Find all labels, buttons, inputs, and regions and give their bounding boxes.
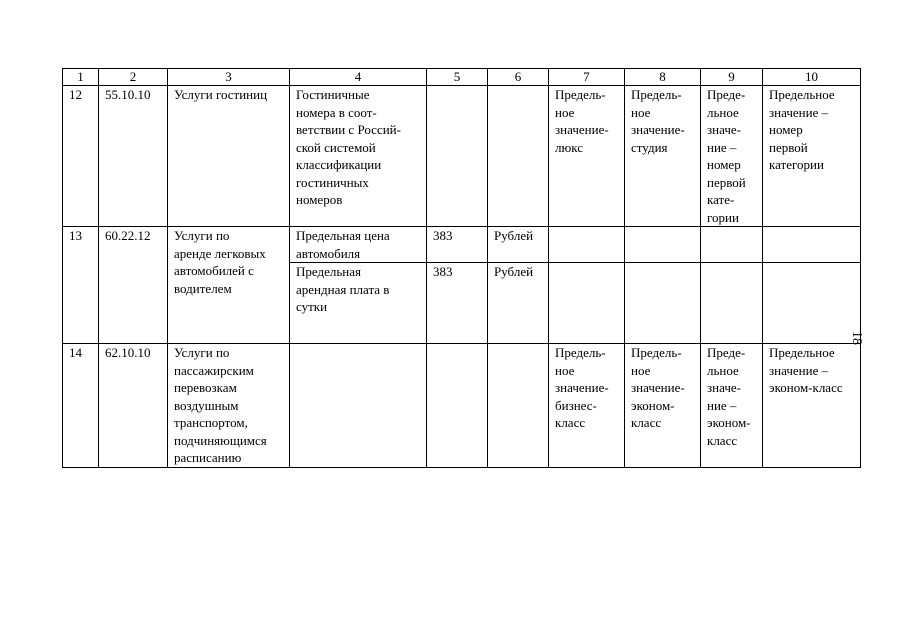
header-row <box>63 69 861 86</box>
header-cell: 5 <box>427 69 488 86</box>
characteristic: Предельная арендная плата в сутки <box>290 263 427 344</box>
service-name: Услуги по пассажирским перевозкам воздушным транспортом, подчиняющимся расписанию <box>168 344 290 468</box>
header-cell: 9 <box>701 69 763 86</box>
unit-cell: Рублей <box>488 227 549 263</box>
service-name: Услуги по аренде легковых автомобилей с водителем <box>168 227 290 344</box>
limit-value-9: Преде- льное значе- ние – номер первой кате- гории <box>701 86 763 227</box>
value-cell <box>427 86 488 227</box>
row-number: 12 <box>63 86 99 227</box>
header-cell: 1 <box>63 69 99 86</box>
page-number: 18 <box>849 331 864 345</box>
table-row-13 <box>63 227 861 263</box>
empty-cell <box>625 263 701 344</box>
table-row-12 <box>63 86 861 227</box>
header-cell: 4 <box>290 69 427 86</box>
limit-value-10: Предельное значение – номер первой категории <box>763 86 861 227</box>
limit-value-9: Преде- льное значе- ние – эконом- класс <box>701 344 763 468</box>
header-cell: 2 <box>99 69 168 86</box>
limit-value-8: Предель- ное значение- студия <box>625 86 701 227</box>
empty-cell <box>763 263 861 344</box>
okpd-code: 62.10.10 <box>99 344 168 468</box>
row-number: 14 <box>63 344 99 468</box>
header-cell: 7 <box>549 69 625 86</box>
limit-value-7: Предель- ное значение- бизнес- класс <box>549 344 625 468</box>
price-limits-table <box>62 68 861 468</box>
value-cell <box>427 344 488 468</box>
empty-cell <box>549 227 625 263</box>
empty-cell <box>625 227 701 263</box>
table-row-14 <box>63 344 861 468</box>
header-cell: 8 <box>625 69 701 86</box>
empty-cell <box>701 263 763 344</box>
characteristic: Гостиничные номера в соот- ветствии с Россий- ской системой классификации гостиничных номеров <box>290 86 427 227</box>
empty-cell <box>549 263 625 344</box>
characteristic: Предельная цена автомобиля <box>290 227 427 263</box>
okpd-code: 60.22.12 <box>99 227 168 344</box>
limit-value-8: Предель- ное значение- эконом- класс <box>625 344 701 468</box>
unit-cell <box>488 344 549 468</box>
limit-value-10: Предельное значение – эконом-класс <box>763 344 861 468</box>
unit-cell <box>488 86 549 227</box>
empty-cell <box>701 227 763 263</box>
unit-cell: Рублей <box>488 263 549 344</box>
limit-value-7: Предель- ное значение- люкс <box>549 86 625 227</box>
characteristic <box>290 344 427 468</box>
service-name: Услуги гостиниц <box>168 86 290 227</box>
value-cell: 383 <box>427 263 488 344</box>
header-cell: 10 <box>763 69 861 86</box>
row-number: 13 <box>63 227 99 344</box>
okpd-code: 55.10.10 <box>99 86 168 227</box>
header-cell: 6 <box>488 69 549 86</box>
header-cell: 3 <box>168 69 290 86</box>
value-cell: 383 <box>427 227 488 263</box>
empty-cell <box>763 227 861 263</box>
